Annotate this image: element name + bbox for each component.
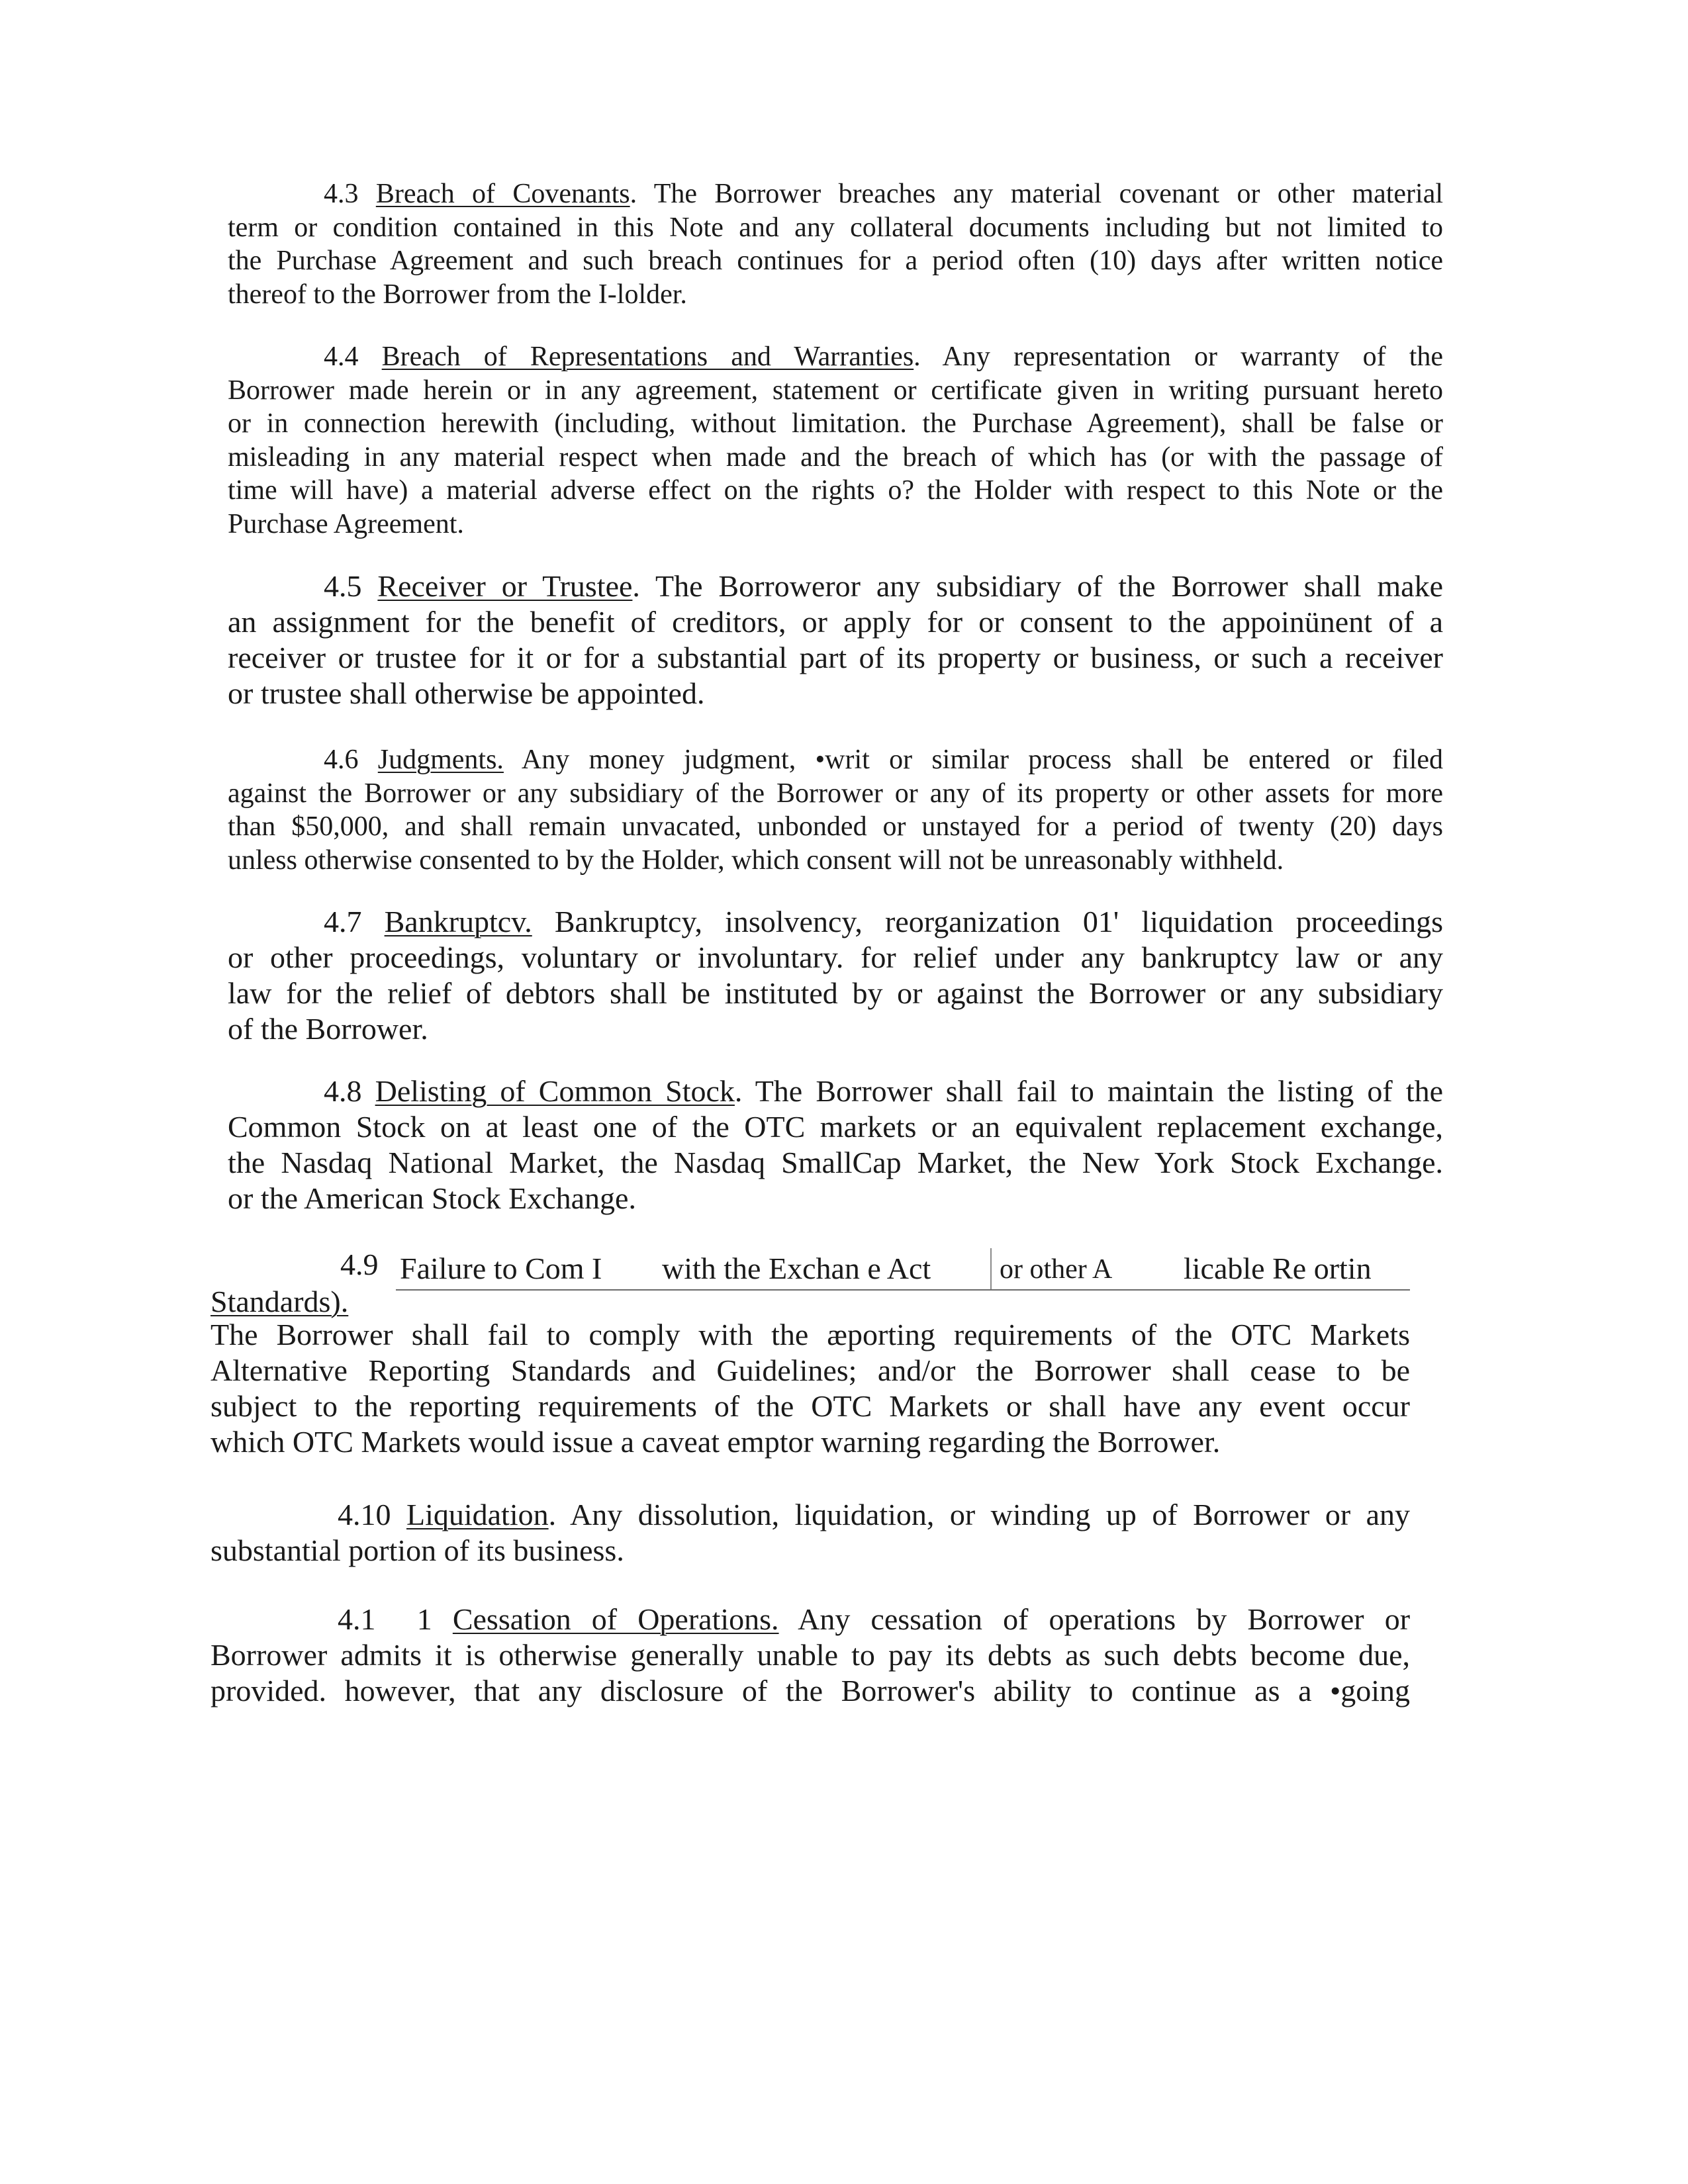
section-4-11-number: 4.1 1 — [338, 1602, 432, 1636]
section-4-11-heading: Cessation of Operations. — [452, 1602, 779, 1636]
section-4-4-last-line: Purchase Agreement. — [228, 508, 464, 539]
section-4-6-number: 4.6 — [324, 745, 359, 775]
section-4-6-line-2: against the Borrower or any subsidiary of the Borrower or any of its property or other assets for more — [228, 778, 1443, 809]
section-4-4-number: 4.4 — [324, 341, 359, 372]
section-4-4-line-3: or in connection herewith (including, without limitation. the Purchase Agreement), shall be false or — [228, 408, 1443, 439]
section-4-6-last-line: unless otherwise consented to by the Holder, which consent will not be unreasonably withheld. — [228, 844, 1284, 876]
section-4-6-line-1: Any money judgment, •writ or similar process shall be entered or filed — [521, 745, 1444, 775]
section-4-9-line-1: The Borrower shall fail to comply with the æporting requirements of the OTC Markets — [211, 1318, 1410, 1351]
section-4-4-first-line: 4.4 Breach of Representations and Warranties. Any representation or warranty of the — [324, 341, 1444, 372]
section-4-9-line-3: subject to the reporting requirements of the OTC Markets or shall have any event occur — [211, 1389, 1410, 1423]
section-4-4-heading: Breach of Representations and Warranties — [381, 341, 914, 372]
section-4-8-line-1: The Borrower shall fail to maintain the listing of the — [755, 1074, 1444, 1108]
section-4-9-heading-tail: Standards). — [211, 1285, 349, 1318]
section-4-5-number: 4.5 — [324, 569, 362, 603]
section-4-8-number: 4.8 — [324, 1074, 362, 1108]
section-4-8 — [228, 1073, 1443, 1216]
section-4-8-line-2: Common Stock on at least one of the OTC markets or an equivalent replacement exchange, — [228, 1110, 1443, 1144]
section-4-5-first-line: 4.5 Receiver or Trustee. The Borroweror any subsidiary of the Borrower shall make — [324, 569, 1443, 603]
section-4-11-line-2: Borrower admits it is otherwise generally unable to pay its debts as such debts become due, — [211, 1638, 1410, 1672]
section-4-3-number: 4.3 — [324, 179, 359, 209]
section-4-7-line-2: or other proceedings, voluntary or involuntary. for relief under any bankruptcy law or any — [228, 940, 1443, 974]
section-4-6-line-3: than $50,000, and shall remain unvacated, unbonded or unstayed for a period of twenty (20) days — [228, 811, 1443, 842]
section-4-3-line-2: term or condition contained in this Note and any collateral documents including but not limited to — [228, 212, 1443, 243]
section-4-9-heading-part-4: licable Re ortin — [1184, 1251, 1372, 1285]
section-4-7-heading: Bankruptcv. — [384, 905, 532, 938]
section-4-4-line-1: Any representation or warranty of the — [942, 341, 1444, 372]
section-4-4-line-4: misleading in any material respect when made and the breach of which has (or with the passage of — [228, 441, 1443, 473]
section-4-8-line-3: the Nasdaq National Market, the Nasdaq SmallCap Market, the New York Stock Exchange. — [228, 1146, 1443, 1179]
section-4-11 — [211, 1602, 1410, 1709]
section-4-7-last-line: of the Borrower. — [228, 1012, 428, 1046]
section-4-7-first-line — [228, 904, 1443, 940]
section-4-3-line-3: the Purchase Agreement and such breach continues for a period often (10) days after written notice — [228, 246, 1443, 276]
section-4-3-last-line: thereof to the Borrower from the I-lolder. — [228, 279, 687, 310]
section-4-9-heading-row — [211, 1247, 1410, 1320]
section-4-7 — [228, 904, 1443, 1047]
section-4-5-last-line: or trustee shall otherwise be appointed. — [228, 676, 705, 710]
section-4-3-heading: Breach of Covenants — [375, 179, 630, 209]
section-4-10-number: 4.10 — [338, 1498, 391, 1531]
section-4-9-scan-bar — [990, 1248, 992, 1289]
section-4-9-heading-part-2: with the Exchan e Act — [662, 1251, 931, 1285]
section-4-6 — [228, 743, 1443, 877]
section-4-5-line-1: The Borroweror any subsidiary of the Borrower shall make — [655, 569, 1443, 603]
section-4-8-last-line: or the American Stock Exchange. — [228, 1181, 636, 1215]
section-4-5 — [228, 569, 1443, 711]
section-4-3 — [228, 177, 1443, 311]
section-4-8-heading: Delisting of Common Stock — [375, 1074, 735, 1108]
section-4-9-heading-rule — [396, 1289, 1410, 1291]
section-4-7-number: 4.7 — [324, 905, 362, 938]
section-4-9-line-2: Alternative Reporting Standards and Guidelines; and/or the Borrower shall cease to be — [211, 1353, 1410, 1387]
section-4-9-heading-part-1: Failure to Com I — [400, 1251, 602, 1285]
section-4-9-body — [211, 1317, 1410, 1460]
section-4-5-heading: Receiver or Trustee — [377, 569, 633, 603]
section-4-4-line-2: Borrower made herein or in any agreement, statement or certificate given in writing pursuant hereto — [228, 375, 1443, 406]
section-4-3-first-line: 4.3 Breach of Covenants. The Borrower breaches any material covenant or other material — [324, 179, 1443, 209]
section-4-11-line-1: Any cessation of operations by Borrower or — [798, 1602, 1411, 1636]
section-4-10 — [211, 1497, 1410, 1569]
section-4-7-line-3: law for the relief of debtors shall be instituted by or against the Borrower or any subsidiary — [228, 976, 1443, 1010]
section-4-6-first-line — [228, 743, 1443, 777]
section-4-3-line-1: The Borrower breaches any material covenant or other material — [653, 179, 1443, 209]
section-4-10-first-line: 4.10 Liquidation. Any dissolution, liquidation, or winding up of Borrower or any — [338, 1498, 1411, 1531]
section-4-10-line-1: Any dissolution, liquidation, or winding up of Borrower or any — [570, 1498, 1411, 1531]
section-4-9-number: 4.9 — [340, 1248, 379, 1281]
section-4-6-heading: Judgments. — [377, 745, 504, 775]
section-4-9-heading-part-3: or other A — [1000, 1254, 1113, 1285]
section-4-11-first-line — [211, 1602, 1410, 1637]
section-4-5-line-2: an assignment for the benefit of creditors, or apply for or consent to the appoinünent of a — [228, 605, 1443, 639]
section-4-7-line-1: Bankruptcy, insolvency, reorganization 01' liquidation proceedings — [554, 905, 1444, 938]
section-4-10-heading: Liquidation — [406, 1498, 549, 1531]
section-4-4-line-5: time will have) a material adverse effect on the rights o? the Holder with respect to this Note or the — [228, 475, 1443, 506]
section-4-5-line-3: receiver or trustee for it or for a substantial part of its property or business, or such a receiver — [228, 641, 1443, 674]
section-4-9-last-line: which OTC Markets would issue a caveat emptor warning regarding the Borrower. — [211, 1425, 1221, 1459]
section-4-8-first-line: 4.8 Delisting of Common Stock. The Borrower shall fail to maintain the listing of the — [324, 1074, 1444, 1108]
section-4-4 — [228, 340, 1443, 541]
section-4-10-last-line: substantial portion of its business. — [211, 1533, 624, 1567]
section-4-11-line-3: provided. however, that any disclosure of the Borrower's ability to continue as a •going — [211, 1674, 1410, 1707]
